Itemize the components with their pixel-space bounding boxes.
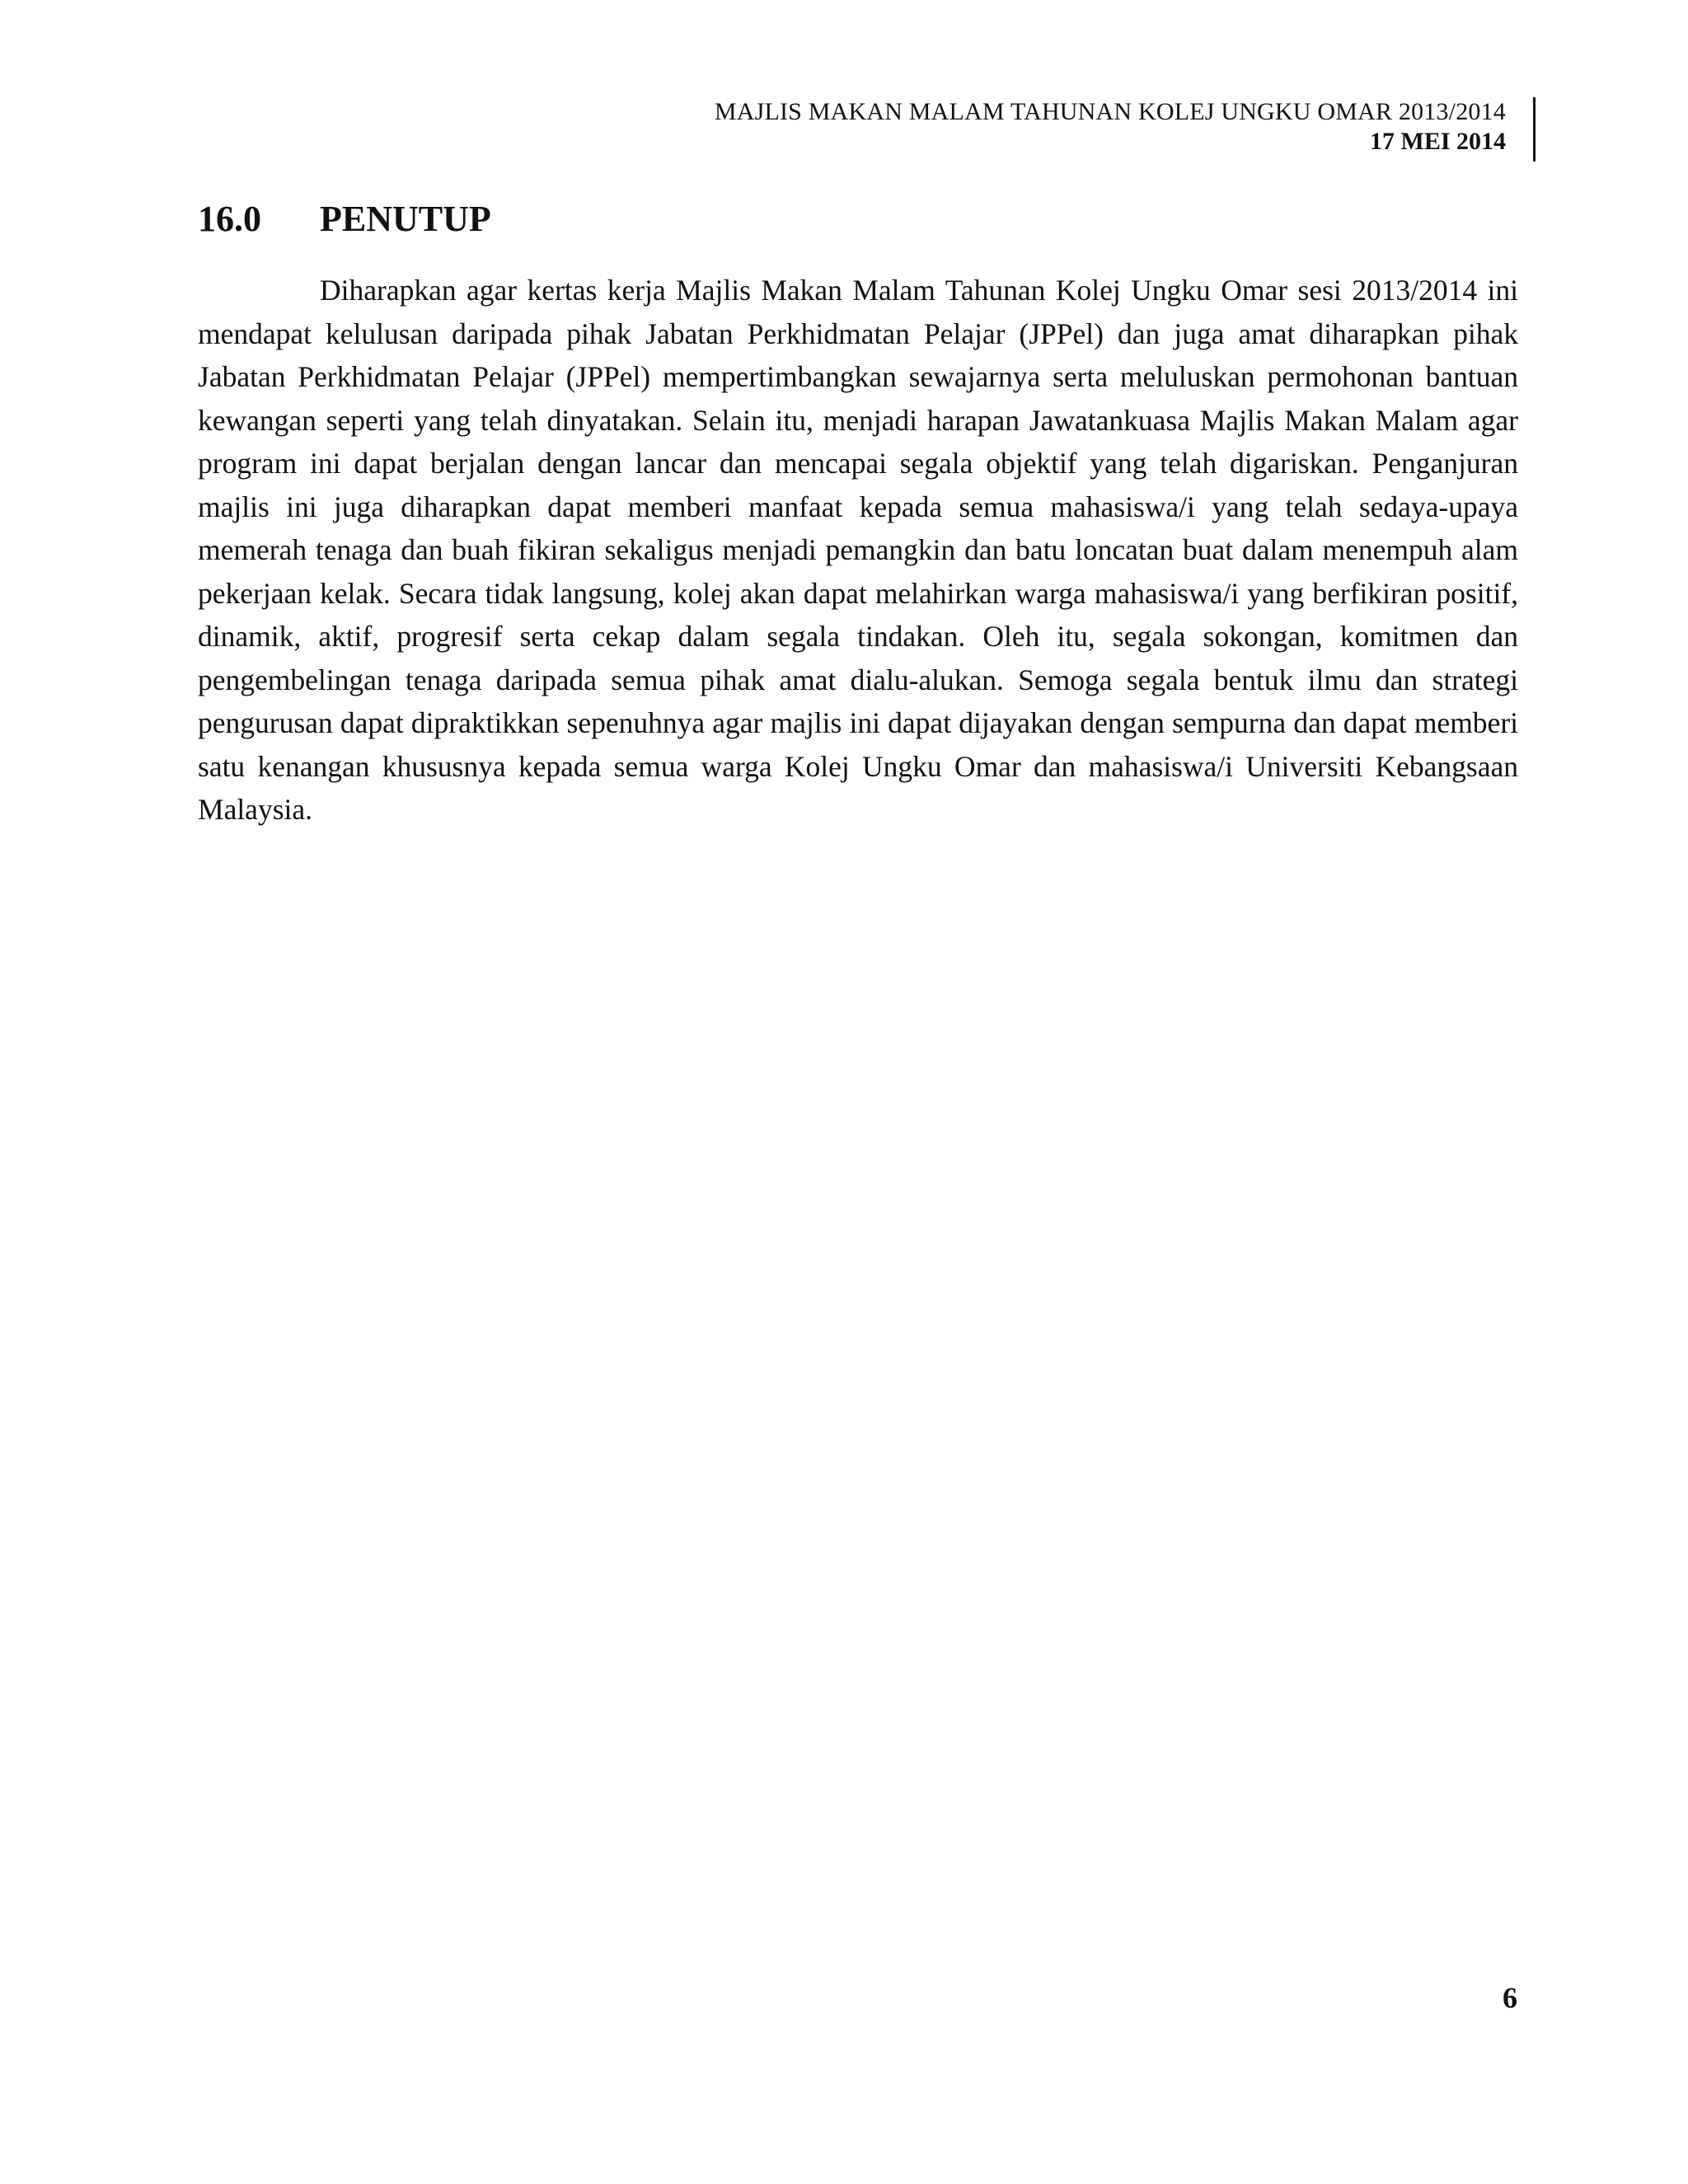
section-number: 16.0 bbox=[198, 199, 261, 239]
section-paragraph: Diharapkan agar kertas kerja Majlis Makan Malam Tahunan Kolej Ungku Omar sesi 2013/2014 ini mendapat kelulusan daripada pihak Jabatan Perkhidmatan Pelajar (JPPel) dan juga amat diharapkan pihak Jabatan Perkhidmatan Pelajar (JPPel) mempertimbangkan sewajarnya serta meluluskan permohonan bantuan kewangan seperti yang telah dinyatakan. Selain itu, menjadi harapan Jawatankuasa Majlis Makan Malam agar program ini dapat berjalan dengan lancar dan mencapai segala objektif yang telah digariskan. Penganjuran majlis ini juga diharapkan dapat memberi manfaat kepada semua mahasiswa/i yang telah sedaya-upaya memerah tenaga dan buah fikiran sekaligus menjadi pemangkin dan batu loncatan buat dalam menempuh alam pekerjaan kelak. Secara tidak langsung, kolej akan dapat melahirkan warga mahasiswa/i yang berfikiran positif, dinamik, aktif, progresif serta cekap dalam segala tindakan. Oleh itu, segala sokongan, komitmen dan pengembelingan tenaga daripada semua pihak amat dialu-alukan. Semoga segala bentuk ilmu dan strategi pengurusan dapat dipraktikkan sepenuhnya agar majlis ini dapat dijayakan dengan sempurna dan dapat memberi satu kenangan khususnya kepada semua warga Kolej Ungku Omar dan mahasiswa/i Universiti Kebangsaan Malaysia. bbox=[198, 274, 1518, 826]
header-date: 17 MEI 2014 bbox=[1370, 128, 1506, 155]
running-header bbox=[715, 97, 1517, 157]
page-number: 6 bbox=[1503, 1981, 1517, 2014]
section-title: PENUTUP bbox=[320, 199, 491, 239]
section-heading bbox=[198, 198, 491, 241]
header-vertical-rule bbox=[1533, 97, 1536, 162]
header-title: MAJLIS MAKAN MALAM TAHUNAN KOLEJ UNGKU OMAR 2013/2014 bbox=[714, 98, 1506, 125]
